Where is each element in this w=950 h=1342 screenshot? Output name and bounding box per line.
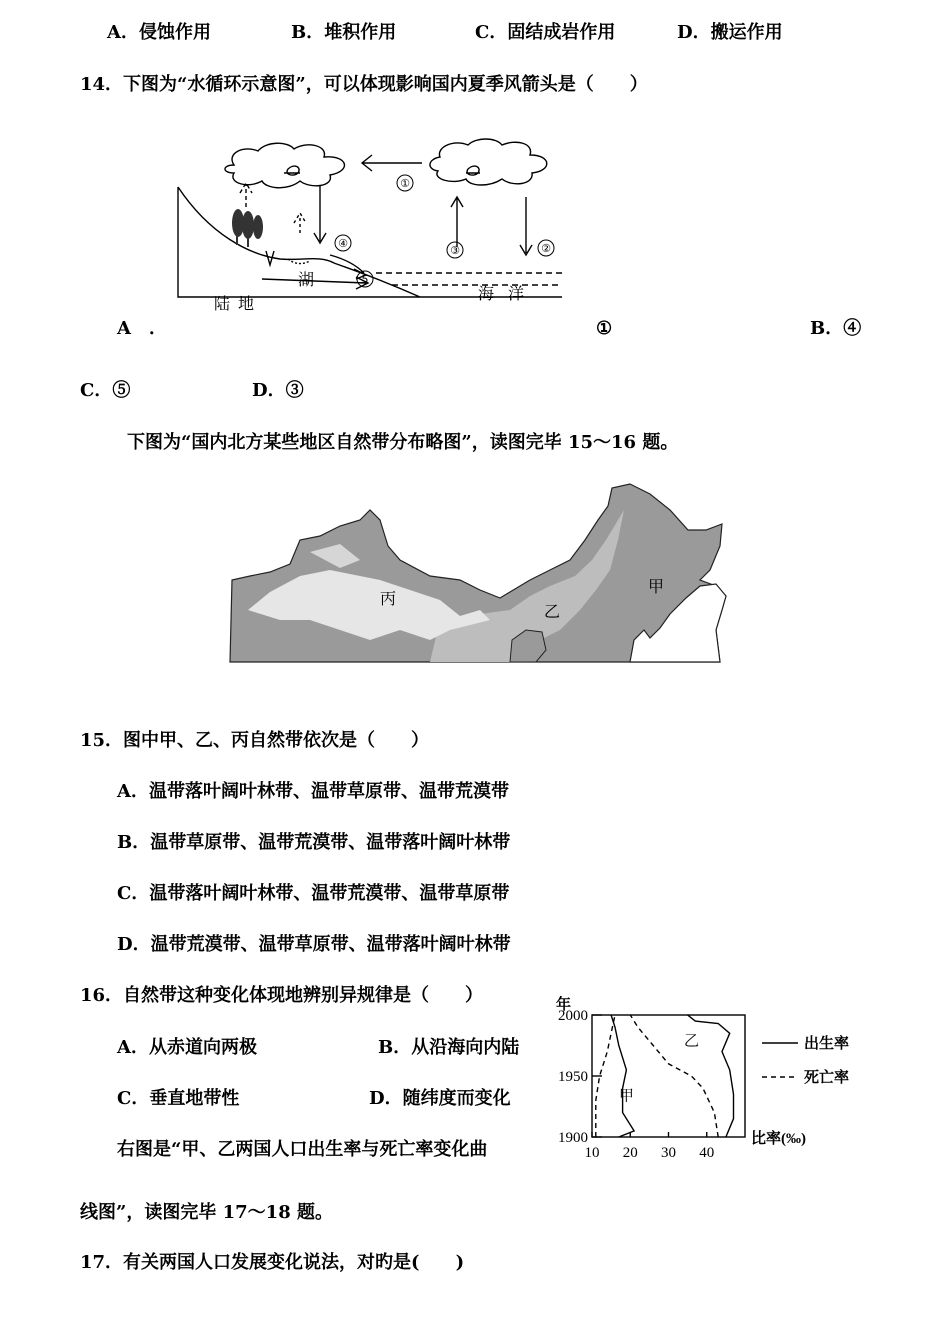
q13-option-a: A．侵蚀作用: [107, 22, 211, 43]
q16-option-a: A．从赤道向两极: [117, 1037, 257, 1058]
country-label: 甲: [618, 1088, 634, 1105]
map-label-yi: 乙: [544, 604, 561, 621]
q15-option-c: C．温带落叶阔叶林带、温带荒漠带、温带草原带: [117, 883, 510, 904]
x-tick-label: 10: [584, 1145, 600, 1161]
q16-option-d: D．随纬度而变化: [369, 1088, 511, 1109]
map-label-jia: 甲: [648, 579, 665, 596]
series-line-death-rate: [630, 1015, 718, 1137]
intro-17-18-line1: 右图是“甲、乙两国人口出生率与死亡率变化曲: [117, 1139, 488, 1160]
legend-label: 死亡率: [804, 1070, 850, 1086]
q14-option-a: A ．: [117, 318, 167, 339]
arrow-1: [362, 155, 422, 171]
q17-stem: 17．有关两国人口发展变化说法，对旳是( ): [80, 1252, 465, 1273]
q15-option-b: B．温带草原带、温带荒漠带、温带落叶阔叶林带: [117, 832, 511, 853]
cloud-right: [430, 139, 547, 185]
label-2: ②: [541, 242, 551, 255]
q13-option-d: D．搬运作用: [677, 22, 783, 43]
arrow-3: [451, 197, 463, 247]
y-tick-label: 2000: [558, 1008, 588, 1024]
label-lake: 湖: [298, 272, 315, 289]
y-tick-label: 1950: [558, 1069, 588, 1085]
map-label-bing: 丙: [380, 591, 397, 608]
natural-zone-map: [230, 480, 730, 666]
population-rate-chart: [540, 985, 880, 1170]
q14-option-a-value: ①: [596, 318, 613, 339]
arrow-2: [520, 197, 532, 255]
q14-option-b: B．④: [810, 318, 862, 339]
label-4: ④: [338, 237, 348, 250]
x-tick-label: 30: [661, 1145, 676, 1161]
arrow-4: [314, 185, 326, 243]
arrow-5: [262, 277, 368, 289]
q14-option-d: D．③: [252, 380, 304, 401]
y-axis-label: 年: [556, 997, 572, 1013]
legend-label: 出生率: [804, 1036, 850, 1052]
x-axis-label: 比率(‰): [751, 1131, 806, 1147]
q14-option-c: C．⑤: [80, 380, 131, 401]
chart-frame: [592, 1015, 745, 1137]
y-tick-label: 1900: [558, 1130, 588, 1146]
country-label: 乙: [683, 1033, 699, 1050]
cloud-left: [225, 143, 344, 188]
label-ocean: 海洋: [478, 286, 539, 303]
q13-option-b: B．堆积作用: [291, 22, 397, 43]
label-land: 陆地: [214, 296, 263, 313]
x-tick-label: 20: [622, 1145, 638, 1161]
x-tick-label: 40: [699, 1145, 715, 1161]
water-cycle-diagram: [170, 135, 570, 315]
q15-option-d: D．温带荒漠带、温带草原带、温带落叶阔叶林带: [117, 934, 511, 955]
series-line-birth-rate: [611, 1015, 634, 1137]
q14-stem: 14．下图为“水循环示意图”，可以体现影响国内夏季风箭头是（ ）: [80, 74, 648, 95]
q16-stem: 16．自然带这种变化体现地辨别异规律是（ ）: [80, 985, 484, 1006]
intro-17-18-line2: 线图”，读图完毕 17～18 题。: [80, 1202, 333, 1223]
label-1: ①: [400, 177, 410, 190]
intro-15-16: 下图为“国内北方某些地区自然带分布略图”，读图完毕 15～16 题。: [127, 432, 679, 453]
label-3: ③: [450, 244, 460, 257]
q16-option-b: B．从沿海向内陆: [378, 1037, 520, 1058]
q15-option-a: A．温带落叶阔叶林带、温带草原带、温带荒漠带: [117, 781, 509, 802]
q13-option-c: C．固结成岩作用: [475, 22, 616, 43]
label-5: 5: [361, 273, 369, 286]
q16-option-c: C．垂直地带性: [117, 1088, 240, 1109]
q15-stem: 15．图中甲、乙、丙自然带依次是（ ）: [80, 730, 430, 751]
